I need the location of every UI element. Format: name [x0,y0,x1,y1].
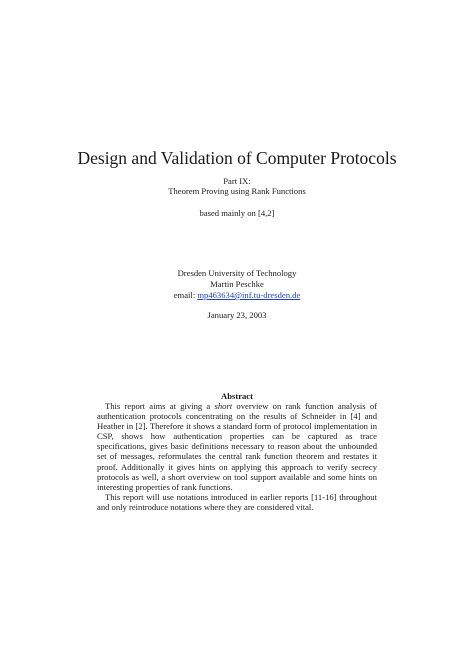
author-name: Martin Peschke [210,279,264,289]
publication-date: January 23, 2003 [207,310,267,320]
based-on-note: based mainly on [4,2] [199,208,275,218]
abstract-heading: Abstract [221,391,253,401]
abstract-p1-rest: overview on rank function analysis of authentication protocols concentrating on the results of Schneider in [4] and Heather in [2]. Therefore it shows a standard form of protocol implementation in CSP, shows how authentication properties can be captured as trace specifications, gives basic definitions necessary to reason about the unbounded set of messages, reformulates the central rank function theorem and restates it proof. Additionally it gives hints on applying this approach to verify secrecy protocols as well, a short overview on tool support available and some hints on interesting properties of rank functions. [97,401,377,492]
paper-subtitle: Theorem Proving using Rank Functions [168,186,306,196]
abstract-paragraph-1 [97,401,377,492]
abstract-p1-start: This report aims at giving a [105,401,215,411]
abstract-body [97,401,377,512]
email-link[interactable]: mp463634@inf.tu-dresden.de [197,290,301,300]
affiliation: Dresden University of Technology [177,268,297,278]
part-label: Part IX: [223,176,251,186]
email-label: email: [173,290,198,300]
abstract-p1-emphasis: short [214,401,233,411]
abstract-paragraph-2: This report will use notations introduced in earlier reports [11-16] throughout and only reintroduce notations where they are considered vital. [97,491,377,512]
email-line [0,290,474,301]
paper-title: Design and Validation of Computer Protocols [77,148,397,168]
